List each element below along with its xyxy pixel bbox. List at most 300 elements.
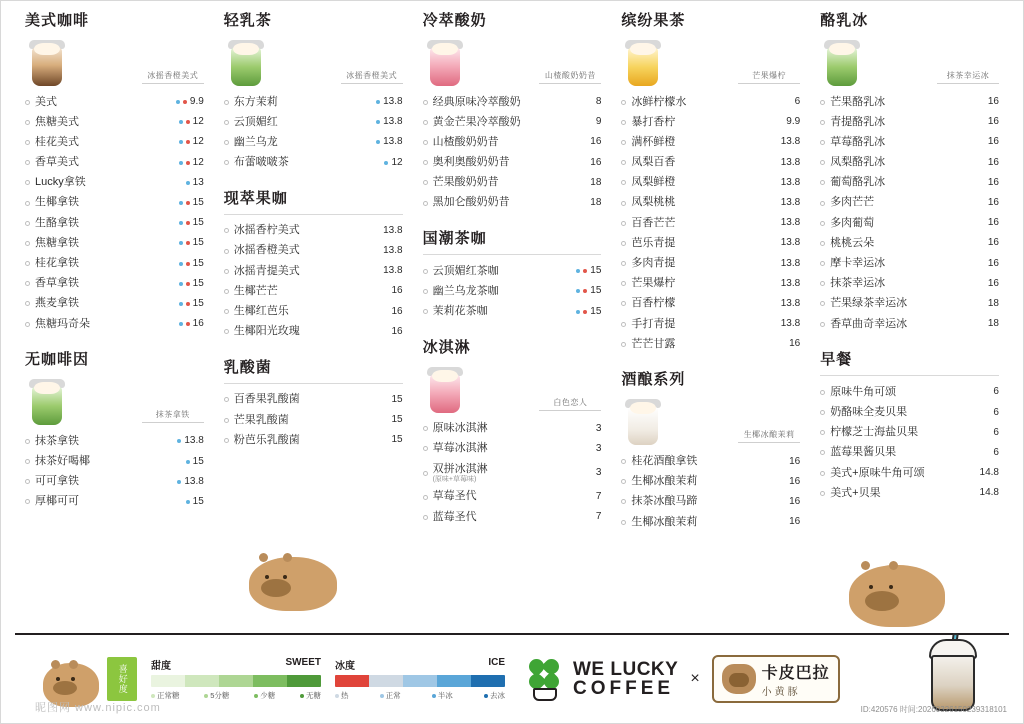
price-value: 15 [391,393,403,405]
bullet-icon [224,228,229,233]
menu-item-name: 桂花酒酿拿铁 [631,454,698,467]
menu-item-name: 香草拿铁 [35,277,79,290]
drink-photo [27,40,67,88]
menu-item-name: 芒芒甘露 [631,337,676,350]
hero-caption: 山楂酸奶奶昔 [539,70,601,84]
scale-legend-item [484,690,505,701]
hero-caption: 白色恋人 [539,397,601,411]
price-value: 15 [590,285,602,297]
bullet-icon [621,301,626,306]
section-title: 酪乳冰 [820,12,869,29]
menu-item[interactable] [224,153,403,173]
menu-item[interactable] [621,492,800,512]
menu-item[interactable] [224,430,403,450]
menu-item[interactable] [621,112,800,132]
bullet-icon [820,180,825,185]
menu-item-name: 百香柠檬 [631,297,676,310]
sweetness-bar [151,675,321,687]
menu-item[interactable] [423,439,602,459]
section-title: 缤纷果茶 [621,12,686,29]
menu-item-price [590,136,601,148]
menu-item[interactable] [25,92,204,112]
preference-dot-icon [583,310,587,314]
menu-item[interactable] [423,193,602,213]
price-value: 16 [391,325,403,337]
menu-item[interactable] [820,443,999,463]
menu-item[interactable] [820,153,999,173]
drink-photo [425,40,465,88]
menu-item-price [781,157,800,169]
section-title: 国潮茶咖 [422,230,487,248]
menu-item-price [179,237,204,249]
preference-dot-icon [177,439,181,443]
ice-label: 冰度 [335,661,355,672]
menu-item[interactable] [224,390,403,410]
bullet-icon [224,140,229,145]
price-value: 7 [595,491,602,503]
menu-item[interactable] [820,463,999,483]
menu-item[interactable] [224,322,403,342]
menu-item-price [781,298,800,310]
price-value: 15 [192,197,204,209]
menu-item[interactable] [820,483,999,503]
scale-segment [151,675,185,687]
bullet-icon [820,450,825,455]
menu-item[interactable] [820,92,999,112]
section-hero [621,395,800,447]
menu-item[interactable] [224,410,403,430]
ice-label-en: ICE [488,657,505,668]
bullet-icon [25,261,30,266]
menu-item[interactable] [224,92,403,112]
menu-item-price [993,407,999,419]
menu-item[interactable] [224,281,403,301]
price-value: 15 [192,297,204,309]
preference-dot-icon [179,221,183,225]
menu-item[interactable] [621,193,800,213]
menu-item-price [590,157,601,169]
menu-item[interactable] [423,487,602,507]
price-value: 16 [789,516,801,528]
menu-item[interactable] [25,451,204,471]
menu-item-price [179,116,204,128]
menu-item-price [786,116,800,128]
menu-item-price [383,265,402,277]
price-value: 16 [987,197,999,209]
menu-item-price [596,491,602,503]
bullet-icon [423,269,428,274]
brand-name-line1: WE LUCKY [573,659,679,680]
menu-item-name: 多肉芒芒 [830,196,875,209]
menu-item-price [391,306,402,318]
menu-item[interactable] [423,132,602,152]
bullet-icon [820,261,825,266]
scale-legend-item [432,690,453,701]
price-value: 15 [192,237,204,249]
menu-item[interactable] [224,261,403,281]
preference-dot-icon [186,221,190,225]
brand-name-line2: COFFEE [573,678,675,699]
menu-item[interactable] [820,274,999,294]
price-value: 13.8 [780,237,801,249]
menu-item[interactable] [25,254,204,274]
price-value: 13.8 [383,224,403,236]
section-hero [820,36,999,88]
menu-item-price [596,443,602,455]
menu-column [413,9,612,627]
bullet-icon [25,120,30,125]
bullet-icon [224,329,229,334]
clover-icon [525,657,565,701]
drink-photo [226,40,266,88]
menu-item[interactable] [224,241,403,261]
bullet-icon [25,140,30,145]
menu-item[interactable] [820,314,999,334]
preference-dot-icon [179,140,183,144]
brand-lockup [525,655,840,703]
menu-item-price [576,285,601,297]
menu-item[interactable] [423,261,602,281]
ice-scale [335,657,505,701]
price-value: 16 [987,217,999,229]
bullet-icon [224,289,229,294]
menu-item-name: 生椰芒芒 [233,284,278,297]
bullet-icon [224,120,229,125]
menu-item[interactable] [820,112,999,132]
bullet-icon [423,471,428,476]
menu-item-price [384,157,402,169]
menu-item-name: 草莓酪乳冰 [830,135,886,148]
price-value: 3 [595,442,602,454]
menu-item-price [376,116,402,128]
section-title: 乳酸菌 [223,358,272,376]
price-value: 15 [590,305,602,317]
price-value: 6 [794,96,801,108]
menu-item[interactable] [820,382,999,402]
drink-photo [822,40,862,88]
menu-item-price [781,136,800,148]
menu-item-price [596,511,602,523]
bullet-icon [224,397,229,402]
scale-segment [403,675,437,687]
menu-item[interactable] [423,302,602,322]
menu-item[interactable] [423,173,602,193]
menu-item[interactable] [25,274,204,294]
menu-item[interactable] [621,132,800,152]
bullet-icon [820,241,825,246]
price-value: 13.8 [780,318,801,330]
price-value: 15 [590,265,602,277]
menu-item[interactable] [423,112,602,132]
menu-item[interactable] [621,213,800,233]
menu-item-name: 冰摇香柠美式 [233,224,300,237]
bullet-icon [820,140,825,145]
preference-dot-icon [183,100,187,104]
menu-columns [15,9,1009,627]
bullet-icon [423,120,428,125]
price-value: 13.8 [383,96,403,108]
menu-item[interactable] [423,92,602,112]
menu-item[interactable] [621,233,800,253]
menu-item[interactable] [621,451,800,471]
menu-item-name: 抹茶冰酿马蹄 [631,495,698,508]
preference-dot-icon [186,201,190,205]
menu-item-name: 冰鲜柠檬水 [631,95,687,108]
price-value: 13.8 [184,475,204,487]
menu-item[interactable] [25,233,204,253]
price-value: 16 [987,277,999,289]
bullet-icon [820,410,825,415]
menu-item-name: 布蕾啵啵茶 [233,156,289,169]
menu-item-name: 百香果乳酸菌 [233,393,300,406]
price-value: 15 [192,277,204,289]
menu-item[interactable] [621,334,800,354]
bullet-icon [621,520,626,525]
menu-item-price [988,237,999,249]
menu-item[interactable] [820,233,999,253]
price-value: 12 [192,156,204,168]
menu-item[interactable] [423,153,602,173]
bullet-icon [621,180,626,185]
bullet-icon [423,515,428,520]
preference-dot-icon [376,120,380,124]
price-value: 15 [391,414,403,426]
menu-item-price [988,136,999,148]
menu-item-price [789,338,800,350]
menu-item[interactable] [820,294,999,314]
bullet-icon [25,221,30,226]
menu-item-name: 蓝莓圣代 [432,510,477,523]
bullet-icon [621,201,626,206]
menu-item[interactable] [621,472,800,492]
menu-item[interactable] [224,221,403,241]
menu-item-price [980,467,999,479]
menu-item-name: 芒果酸奶奶昔 [432,176,499,189]
menu-item-price [988,258,999,270]
menu-item-name: Lucky拿铁 [35,176,86,189]
menu-item[interactable] [25,294,204,314]
preference-dot-icon [186,282,190,286]
menu-item-price [179,298,204,310]
price-value: 9 [595,116,602,128]
bullet-icon [820,471,825,476]
drink-photo [623,40,663,88]
section-title: 酒酿系列 [621,371,686,389]
menu-item-price [596,96,602,108]
drink-photo [27,379,67,427]
image-id-text: ID:420576 时间:20260326150239318101 [860,705,1007,714]
scale-legend-item [254,690,275,701]
menu-item[interactable] [820,423,999,443]
price-value: 13.8 [383,245,403,257]
legend-label: 5分糖 [210,691,230,700]
menu-item-price [391,285,402,297]
partner-subname: 小黄豚 [761,687,801,698]
menu-item-name: 芭乐青提 [631,236,676,249]
menu-item[interactable] [224,132,403,152]
menu-item-name: 幽兰乌龙 [233,135,278,148]
preference-dot-icon [186,181,190,185]
menu-item[interactable] [224,112,403,132]
menu-item-price [596,467,602,479]
menu-item-name: 焦糖美式 [35,115,79,128]
menu-item-name: 抹茶好喝椰 [35,454,90,467]
price-value: 16 [789,455,801,467]
menu-item[interactable] [820,213,999,233]
menu-item[interactable] [25,472,204,492]
menu-item[interactable] [423,459,602,487]
sweetness-legend [151,690,321,701]
legend-dot-icon [335,694,339,698]
menu-item[interactable] [25,193,204,213]
menu-item[interactable] [25,431,204,451]
price-value: 18 [987,318,999,330]
section-hero [621,36,800,88]
menu-item-price [176,96,204,108]
menu-item-name: 粉芭乐乳酸菌 [233,433,300,446]
price-value: 16 [789,338,801,350]
menu-item-price [781,237,800,249]
watermark: 昵图网 www.nipic.com [35,702,161,714]
menu-item-name: 桂花拿铁 [35,257,79,269]
price-value: 8 [595,96,602,108]
menu-item-price [391,394,402,406]
menu-item[interactable] [423,281,602,301]
menu-item-price [781,278,800,290]
menu-item-name: 冰摇香橙美式 [233,244,300,257]
menu-item-price [789,456,800,468]
menu-item[interactable] [621,153,800,173]
menu-item[interactable] [25,173,204,193]
price-value: 16 [987,156,999,168]
menu-item-price [596,423,602,435]
section-hero [423,36,602,88]
scale-segment [369,675,403,687]
menu-item-price [781,318,800,330]
menu-item-name: 芒果绿茶幸运冰 [830,297,908,310]
menu-item[interactable] [25,132,204,152]
menu-item[interactable] [820,402,999,422]
menu-item[interactable] [25,153,204,173]
menu-item-name: 燕麦拿铁 [35,297,79,310]
price-value: 16 [590,156,602,168]
menu-item-price [988,298,999,310]
menu-item-price [177,435,203,447]
menu-item[interactable] [820,132,999,152]
menu-item[interactable] [621,173,800,193]
menu-item[interactable] [25,213,204,233]
menu-item[interactable] [25,492,204,512]
price-value: 16 [391,285,403,297]
bullet-icon [25,322,30,327]
ice-legend [335,690,505,701]
price-value: 16 [590,136,602,148]
menu-item-name: 蓝莓果酱贝果 [830,446,897,459]
section-hero [25,36,204,88]
menu-item-price [179,318,204,330]
menu-item-name: 云顶媚红茶咖 [432,264,499,277]
bullet-icon [621,261,626,266]
menu-item-name: 美式+贝果 [830,486,881,499]
footer [15,633,1009,717]
menu-item[interactable] [25,314,204,334]
bullet-icon [224,269,229,274]
menu-item-name: 香草曲奇幸运冰 [830,317,908,330]
menu-item[interactable] [820,173,999,193]
hero-caption: 生椰冰酿茉莉 [738,429,800,443]
bullet-icon [820,100,825,105]
menu-item[interactable] [25,112,204,132]
price-value: 14.8 [979,487,999,499]
scale-segment [437,675,471,687]
menu-item-price [988,217,999,229]
scale-segment [287,675,321,687]
bullet-icon [25,459,30,464]
preference-dot-icon [179,161,183,165]
menu-item-name: 黑加仑酸奶奶昔 [432,196,510,209]
menu-item-name: 多肉葡萄 [830,216,875,229]
menu-item[interactable] [621,254,800,274]
legend-label: 去冰 [489,691,505,700]
price-value: 16 [789,475,801,487]
preference-badge: 喜好度 [107,657,137,701]
bullet-icon [820,430,825,435]
menu-item-name: 焦糖玛奇朵 [35,317,90,330]
price-value: 9.9 [786,116,801,128]
price-value: 15 [192,217,204,229]
menu-item[interactable] [621,314,800,334]
menu-item[interactable] [820,254,999,274]
menu-item[interactable] [820,193,999,213]
menu-item-price [988,318,999,330]
price-value: 16 [987,257,999,269]
bullet-icon [423,495,428,500]
menu-item[interactable] [621,512,800,532]
price-value: 13.8 [383,116,403,128]
capybara-face-icon [722,664,756,694]
menu-item[interactable] [423,419,602,439]
bullet-icon [423,289,428,294]
sweetness-label: 甜度 [151,661,171,672]
legend-dot-icon [484,694,488,698]
menu-item-name: 生椰冰酿茉莉 [631,515,698,528]
price-value: 15 [391,434,403,446]
menu-column [810,9,1009,627]
menu-item[interactable] [621,274,800,294]
legend-dot-icon [151,694,155,698]
menu-item[interactable] [621,294,800,314]
menu-item-price [789,496,800,508]
preference-dot-icon [179,120,183,124]
menu-item[interactable] [224,302,403,322]
menu-item-price [993,386,999,398]
menu-item-price [177,476,203,488]
preference-dot-icon [186,302,190,306]
menu-item-price [980,487,999,499]
menu-item-price [179,278,204,290]
bullet-icon [25,100,30,105]
menu-item-name: 生椰拿铁 [35,196,79,209]
legend-dot-icon [432,694,436,698]
bullet-icon [25,160,30,165]
preference-dot-icon [376,140,380,144]
menu-item-price [993,447,999,459]
menu-item-name: 凤梨桃桃 [631,196,676,209]
menu-item[interactable] [621,92,800,112]
preference-dot-icon [186,241,190,245]
menu-item[interactable] [423,507,602,527]
menu-item-price [781,217,800,229]
